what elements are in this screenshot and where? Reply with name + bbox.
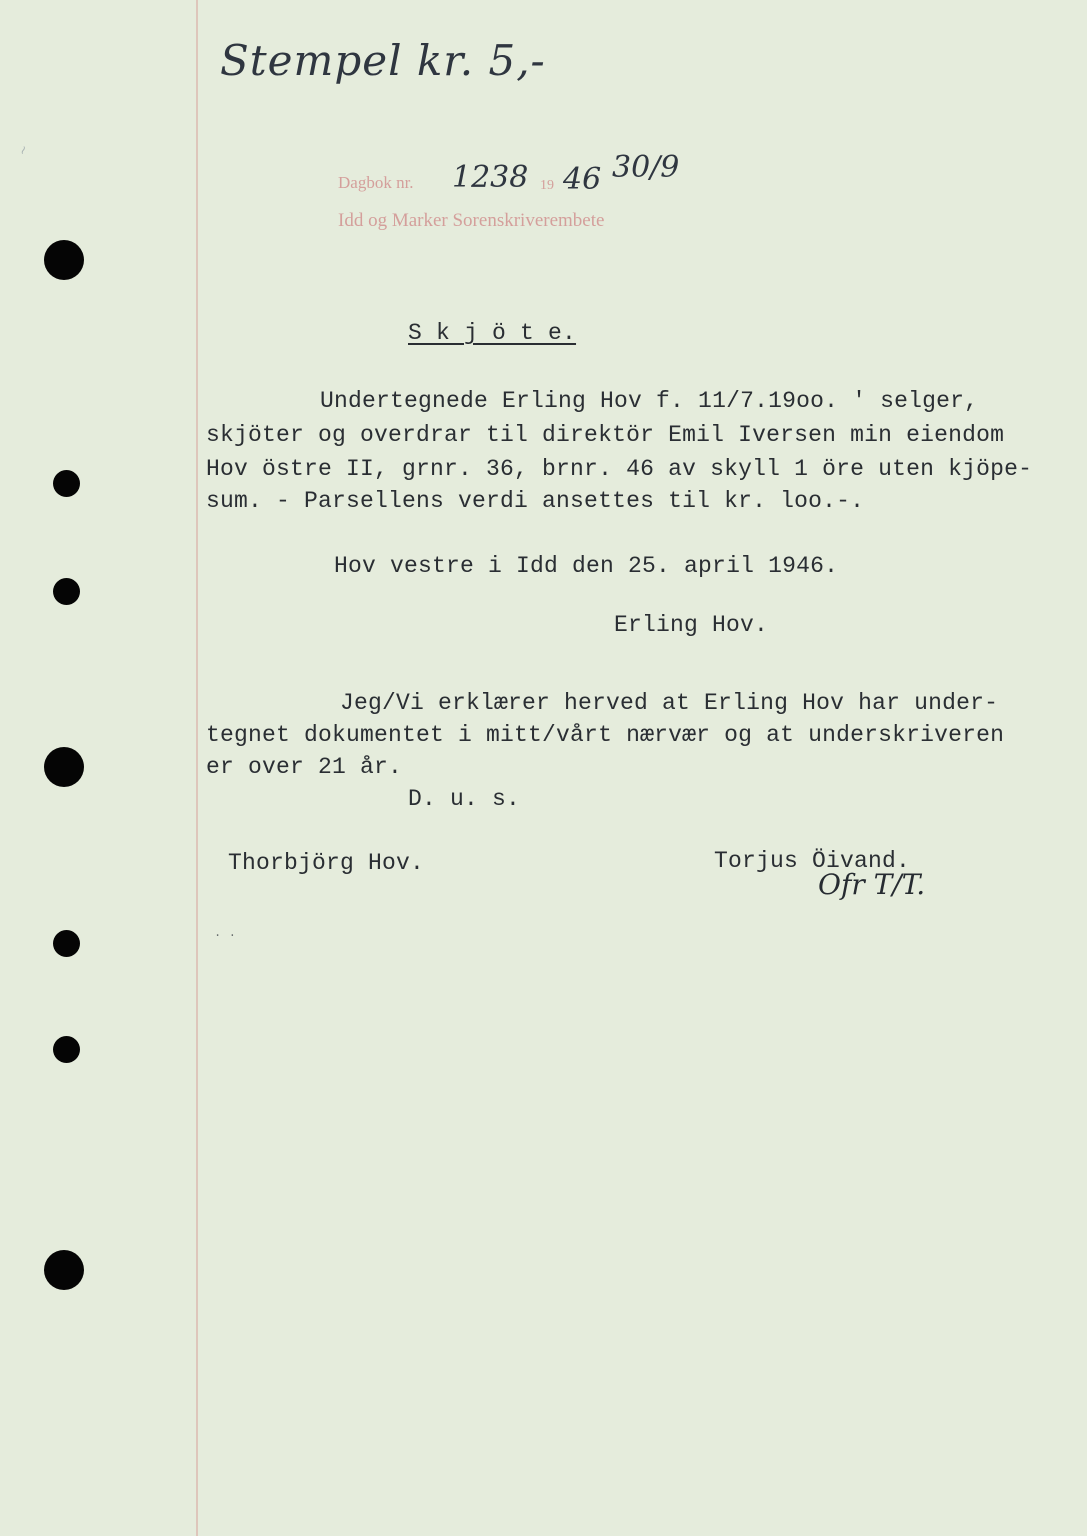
- registry-office: Idd og Marker Sorenskriverembete: [338, 210, 605, 231]
- margin-smudge: ~: [14, 142, 32, 158]
- seller-signature: Erling Hov.: [614, 612, 769, 638]
- punch-hole-1: [44, 240, 84, 280]
- registry-year-prefix: 19: [540, 178, 554, 193]
- checked-initials: Ofr T/T.: [818, 868, 926, 901]
- punch-hole-5: [53, 930, 80, 957]
- witness-left-signature: Thorbjörg Hov.: [228, 850, 425, 876]
- registry-year: 46: [563, 162, 602, 197]
- document-title: S k j ö t e.: [408, 320, 577, 346]
- body-line-4: sum. - Parsellens verdi ansettes til kr. loo.-.: [206, 488, 865, 514]
- punch-hole-4: [44, 747, 84, 787]
- registry-date: 30/9: [612, 150, 680, 185]
- punch-hole-3: [53, 578, 80, 605]
- registry-prefix: Dagbok nr.: [338, 173, 414, 192]
- place-date: Hov vestre i Idd den 25. april 1946.: [334, 553, 839, 579]
- dus-abbreviation: D. u. s.: [408, 786, 521, 812]
- punch-hole-2: [53, 470, 80, 497]
- body-line-1: Undertegnede Erling Hov f. 11/7.19oo. ' selger,: [320, 388, 979, 414]
- witness-line-2: tegnet dokumentet i mitt/vårt nærvær og at underskriveren: [206, 722, 1005, 748]
- stray-dots: . .: [214, 926, 237, 940]
- registry-number: 1238: [452, 160, 529, 195]
- body-line-3: Hov östre II, grnr. 36, brnr. 46 av skyll 1 öre uten kjöpe-: [206, 456, 1033, 482]
- body-line-2: skjöter og overdrar til direktör Emil Iversen min eiendom: [206, 422, 1005, 448]
- punch-hole-6: [53, 1036, 80, 1063]
- stamp-fee-note: Stempel kr. 5,-: [220, 36, 546, 85]
- witness-line-1: Jeg/Vi erklærer herved at Erling Hov har under-: [340, 690, 999, 716]
- margin-rule: [196, 0, 198, 1536]
- punch-hole-7: [44, 1250, 84, 1290]
- witness-line-3: er over 21 år.: [206, 754, 403, 780]
- witness-right-signature: Torjus Öivand.: [714, 848, 911, 874]
